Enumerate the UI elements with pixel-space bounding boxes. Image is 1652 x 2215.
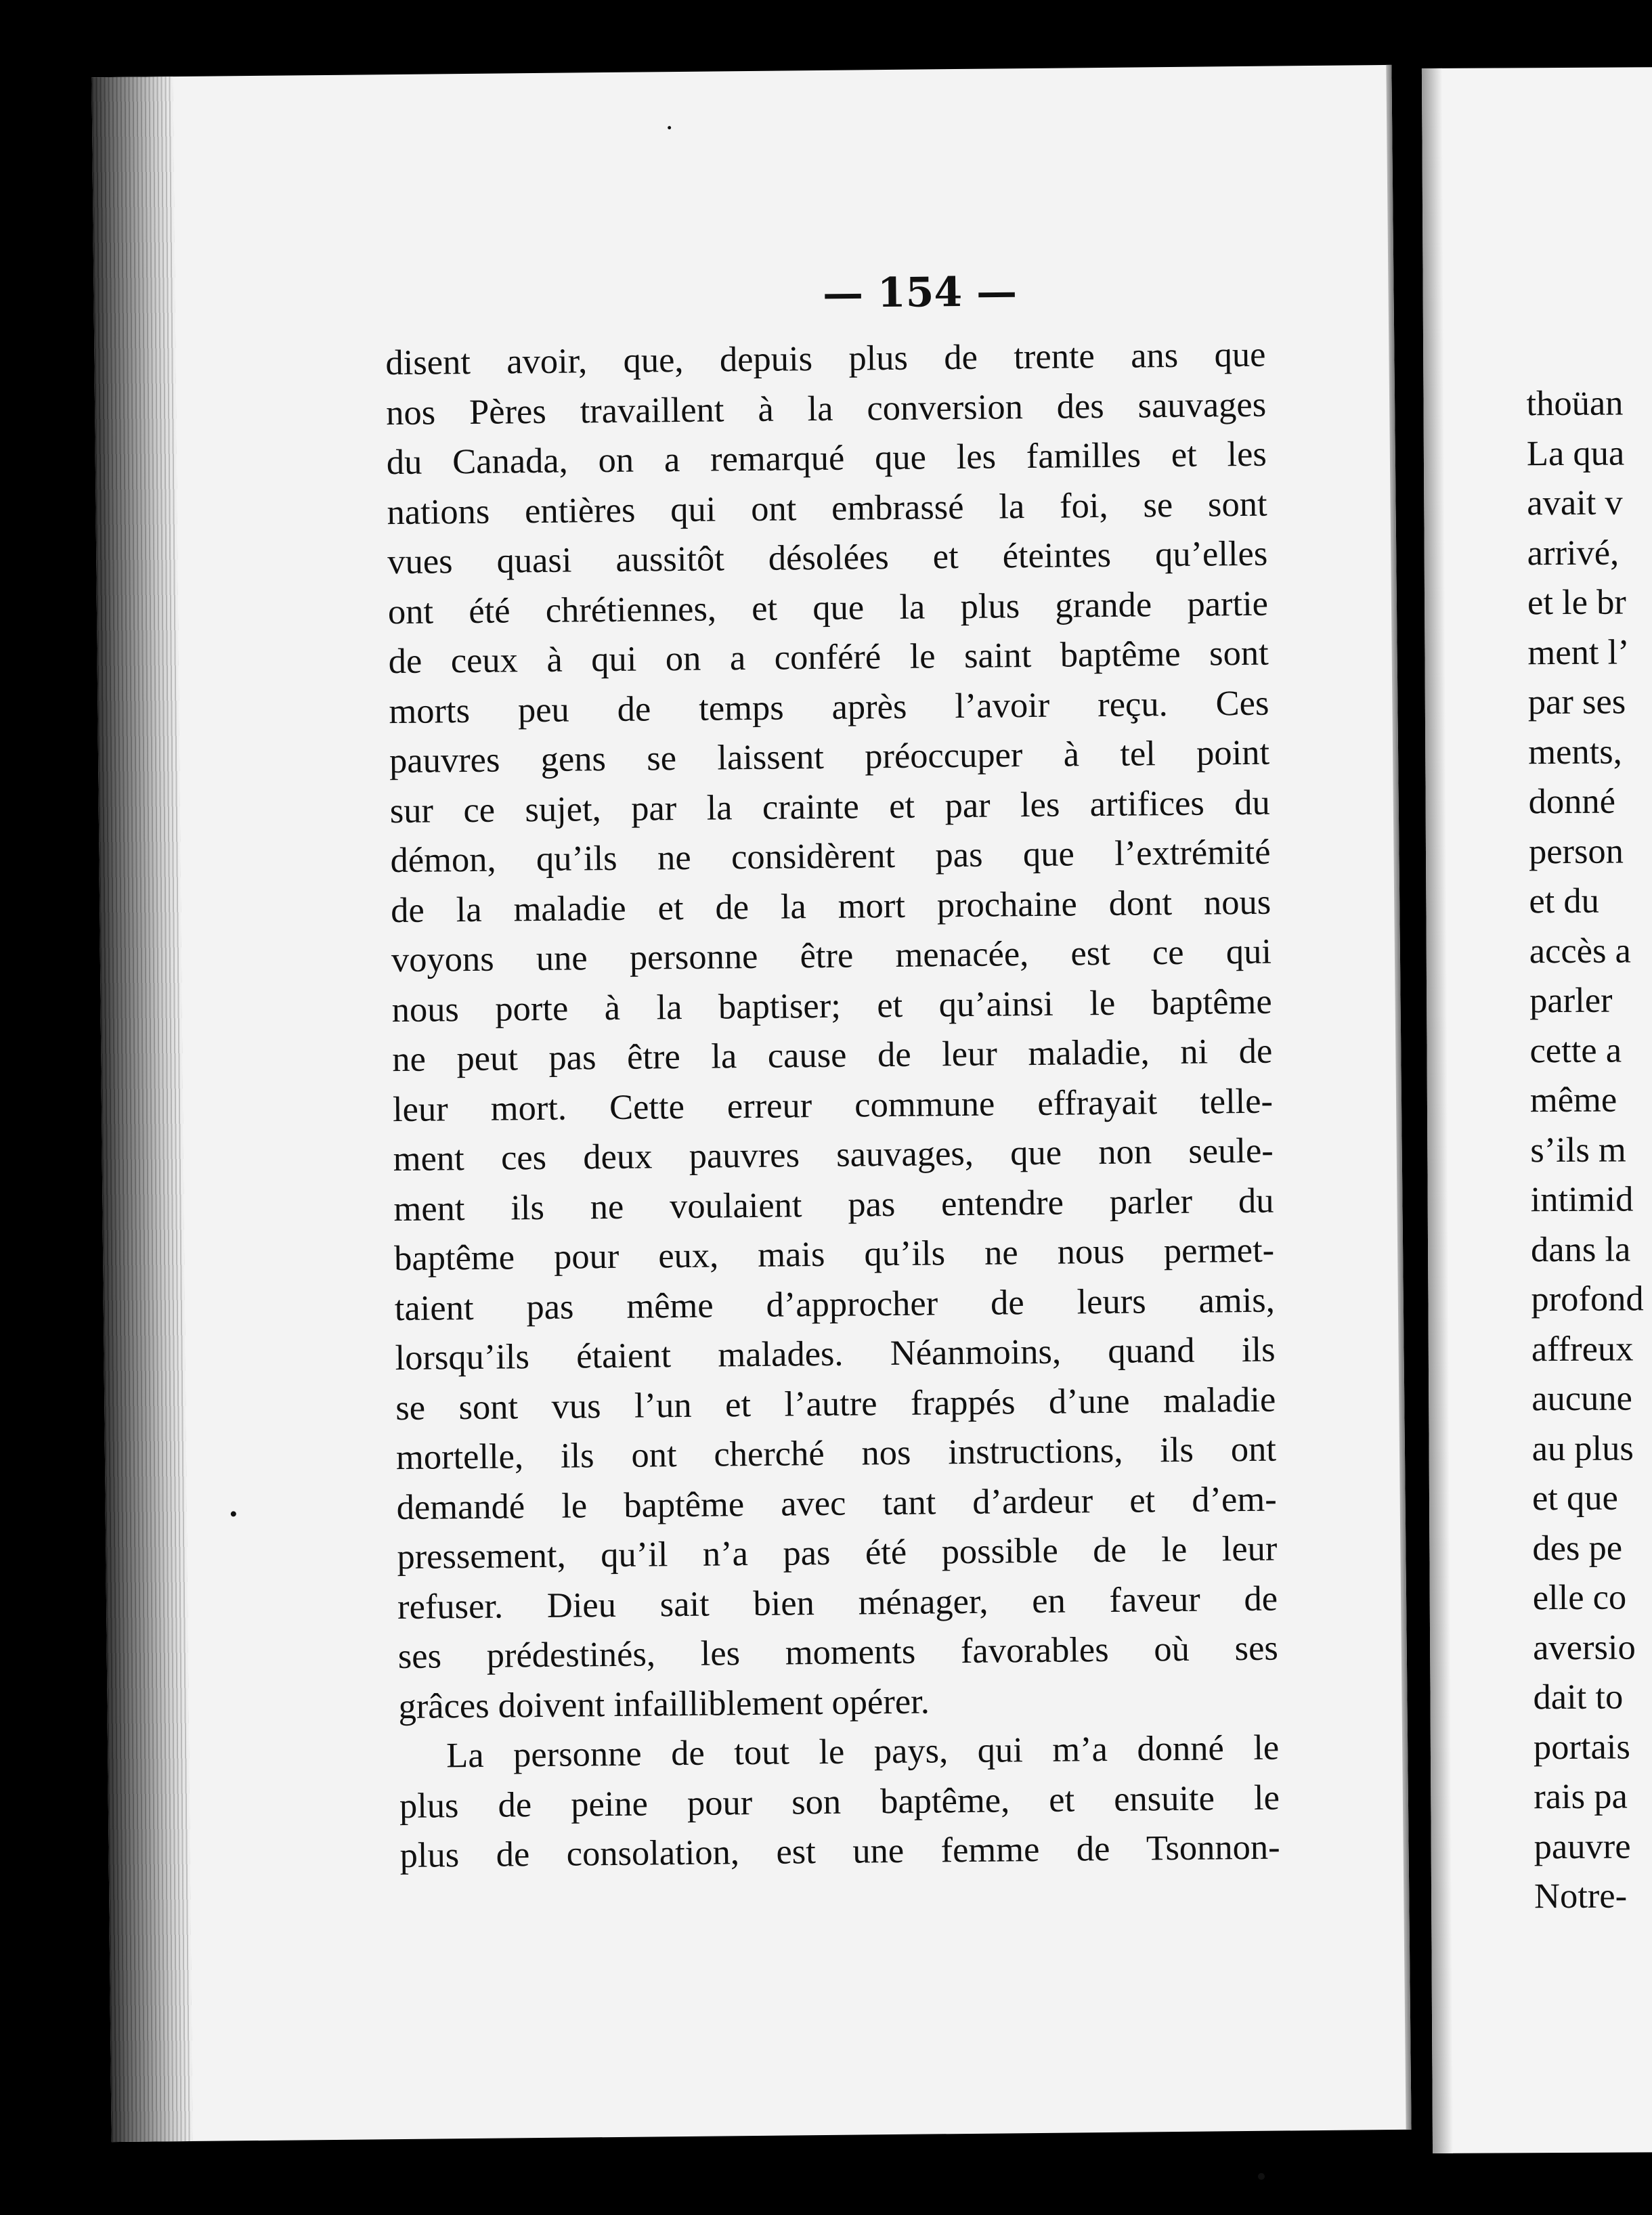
facing-text-line: portais: [1533, 1726, 1630, 1767]
text-line: se sont vus l’un et l’autre frappés d’une maladie: [395, 1380, 1276, 1428]
binding-gutter: [91, 76, 192, 2142]
text-line: nos Pères travaillent à la conversion des sauvages: [385, 385, 1267, 433]
page-number: — 154 —: [822, 268, 1018, 317]
scan-speck: [668, 126, 671, 129]
facing-text-line: person: [1528, 831, 1624, 871]
scan-speck: [1258, 2173, 1265, 2180]
text-line: disent avoir, que, depuis plus de trente ans que: [385, 334, 1266, 383]
text-line: ment ils ne voulaient pas entendre parler du: [393, 1181, 1274, 1229]
facing-text-line: ment l’: [1527, 632, 1630, 672]
facing-text-line: avait v: [1527, 483, 1623, 523]
text-line: nations entières qui ont embrassé la foi, se sont: [387, 484, 1267, 532]
facing-text-line: La qua: [1526, 433, 1625, 473]
text-line: pressement, qu’il n’a pas été possible de le leur: [397, 1529, 1278, 1577]
facing-text-line: intimid: [1530, 1179, 1634, 1220]
facing-text-line: au plus: [1531, 1428, 1634, 1468]
facing-text-line: arrivé,: [1527, 533, 1620, 573]
text-line: démon, qu’ils ne considèrent pas que l’extrémité: [390, 832, 1271, 881]
text-line: de ceux à qui on a conféré le saint baptême sont: [388, 633, 1269, 682]
facing-text-line: rais pa: [1534, 1776, 1628, 1817]
text-line: voyons une personne être menacée, est ce qui: [391, 931, 1272, 980]
facing-text-line: aucune: [1531, 1378, 1633, 1419]
text-line: ment ces deux pauvres sauvages, que non seule-: [393, 1131, 1274, 1179]
facing-text-line: et le br: [1527, 582, 1626, 623]
facing-text-line: donné: [1528, 781, 1616, 822]
facing-text-line: ments,: [1528, 732, 1622, 772]
facing-text-line: pauvre: [1534, 1826, 1631, 1866]
facing-text-line: profond: [1531, 1279, 1644, 1319]
facing-text-line: elle co: [1532, 1577, 1627, 1618]
text-line: ne peut pas être la cause de leur maladie, ni de: [392, 1031, 1273, 1080]
facing-text-line: cette a: [1529, 1030, 1622, 1070]
text-line: pauvres gens se laissent préoccuper à tel point: [389, 732, 1270, 781]
facing-text-line: affreux: [1531, 1328, 1634, 1369]
text-line: plus de consolation, est une femme de Tsonnon-: [399, 1827, 1280, 1876]
facing-text-line: et que: [1531, 1478, 1618, 1518]
facing-text-line: aversio: [1533, 1627, 1636, 1667]
text-line: grâces doivent infailliblement opérer.: [398, 1682, 930, 1726]
text-line: du Canada, on a remarqué que les familles et les: [386, 434, 1267, 483]
facing-text-line: et du: [1529, 881, 1600, 921]
text-line: ont été chrétiennes, et que la plus grande partie: [387, 584, 1269, 632]
facing-text-line: des pe: [1532, 1528, 1623, 1568]
facing-text-line: parler: [1529, 980, 1613, 1021]
text-line: ses prédestinés, les moments favorables où ses: [397, 1628, 1279, 1677]
text-line: vues quasi aussitôt désolées et éteintes qu’elles: [387, 533, 1268, 582]
text-line: sur ce sujet, par la crainte et par les artifices du: [389, 783, 1271, 831]
text-line: nous porte à la baptiser; et qu’ainsi le baptême: [391, 982, 1272, 1030]
paragraph-start-line: La personne de tout le pays, qui m’a donné le: [445, 1728, 1280, 1776]
text-line: refuser. Dieu sait bien ménager, en faveur de: [397, 1579, 1278, 1627]
facing-text-line: dait to: [1533, 1677, 1624, 1717]
text-line: morts peu de temps après l’avoir reçu. Ces: [389, 683, 1269, 731]
main-text-block: [385, 330, 1280, 1881]
text-line: mortelle, ils ont cherché nos instructions, ils ont: [395, 1429, 1277, 1478]
facing-text-line: Notre-: [1534, 1876, 1628, 1916]
facing-text-line: par ses: [1527, 682, 1626, 722]
text-line: baptême pour eux, mais qu’ils ne nous permet-: [393, 1230, 1275, 1279]
text-line: demandé le baptême avec tant d’ardeur et d’em-: [396, 1479, 1277, 1527]
text-line: de la maladie et de la mort prochaine dont nous: [390, 882, 1271, 930]
facing-text-line: thoüan: [1526, 383, 1624, 424]
facing-page-text: [1526, 378, 1652, 1922]
page-edge: [1386, 65, 1411, 2130]
left-page: [91, 65, 1411, 2142]
facing-page: [1422, 67, 1652, 2153]
facing-text-line: même: [1529, 1080, 1617, 1120]
text-line: leur mort. Cette erreur commune effrayait telle-: [392, 1081, 1274, 1129]
text-line: taient pas même d’approcher de leurs amis,: [394, 1280, 1276, 1328]
facing-text-line: accès a: [1529, 930, 1631, 971]
facing-text-line: dans la: [1530, 1229, 1631, 1269]
text-line: lorsqu’ils étaient malades. Néanmoins, quand ils: [395, 1330, 1276, 1378]
scan-speck: [231, 1511, 236, 1516]
facing-text-line: s’ils m: [1530, 1130, 1626, 1170]
text-line: plus de peine pour son baptême, et ensuite le: [399, 1778, 1280, 1826]
